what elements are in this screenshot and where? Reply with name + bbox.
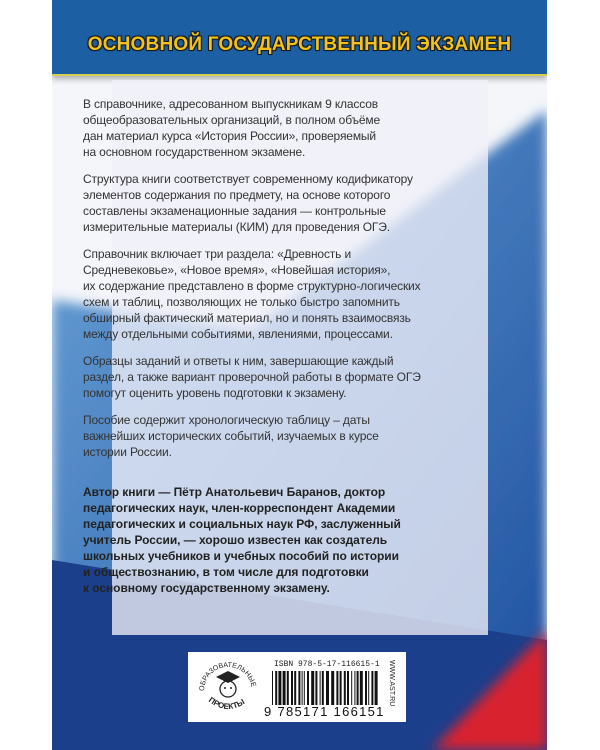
text-line: педагогических наук, член-корреспондент Академии — [83, 501, 396, 515]
barcode-bar — [375, 671, 378, 705]
text-line: школьных учебников и учебных пособий по истории — [83, 549, 399, 563]
author-bio — [83, 484, 463, 596]
text-line: и обществознанию, в том числе для подготовки — [83, 565, 369, 579]
text-line: Справочник включает три раздела: «Древность и — [83, 247, 351, 261]
barcode-bar — [368, 671, 369, 705]
text-line: на основном государственном экзамене. — [83, 145, 306, 159]
text-line: Образцы заданий и ответы к ним, завершающие каждый — [83, 354, 394, 368]
barcode-number: 9 785171 166151 — [264, 704, 385, 719]
barcode-bar — [322, 671, 324, 705]
barcode-bar — [354, 671, 355, 705]
barcode-bar — [344, 671, 346, 705]
paragraph-4 — [83, 353, 463, 401]
text-line: Средневековье», «Новое время», «Новейшая история», — [83, 263, 391, 277]
logo-text-top: ОБРАЗОВАТЕЛЬНЫЕ — [198, 661, 257, 692]
isbn-text: ISBN 978-5-17-116615-1 — [274, 660, 380, 669]
paragraph-1 — [83, 96, 463, 160]
svg-text:ПРОЕКТЫ — [207, 695, 246, 711]
barcode — [272, 671, 380, 705]
text-line: измерительные материалы (КИМ) для проведения ОГЭ. — [83, 220, 390, 234]
paragraph-3 — [83, 246, 463, 342]
barcode-bar — [365, 671, 367, 705]
text-line: к основному государственному экзамену. — [83, 581, 330, 595]
text-line: их содержание представлено в форме структурно-логических — [83, 279, 421, 293]
barcode-bar — [278, 671, 281, 705]
barcode-bar — [331, 671, 334, 705]
text-line: В справочнике, адресованном выпускникам 9 классов — [83, 97, 379, 111]
text-line: обширный фактический материал, но и понять взаимосвязь — [83, 311, 411, 325]
barcode-bar — [307, 671, 309, 705]
text-line: Структура книги соответствует современному кодификатору — [83, 172, 413, 186]
cat-face-icon — [220, 681, 236, 697]
text-line: истории России. — [83, 445, 172, 459]
text-line: педагогических и социальных наук РФ, заслуженный — [83, 517, 401, 531]
barcode-bar — [371, 671, 373, 705]
barcode-bar — [336, 671, 338, 705]
barcode-bar — [351, 671, 352, 705]
text-line: дан материал курса «История России», проверяемый — [83, 129, 376, 143]
text-line: схем и таблиц, позволяющих не только быстро запомнить — [83, 295, 400, 309]
barcode-bar — [340, 671, 342, 705]
banner-title: ОСНОВНОЙ ГОСУДАРСТВЕННЫЙ ЭКЗАМЕН — [87, 34, 512, 55]
text-line: учитель России, — хорошо известен как создатель — [83, 533, 388, 547]
barcode-bar — [272, 671, 273, 705]
text-line: раздел, а также вариант проверочной работы в формате ОГЭ — [83, 370, 421, 384]
text-line: элементов содержания по предмету, на основе которого — [83, 188, 391, 202]
barcode-bar — [315, 671, 317, 705]
barcode-bar — [357, 671, 359, 705]
isbn-label — [188, 652, 406, 722]
text-line: важнейших исторических событий, изучаемых в курсе — [83, 429, 379, 443]
text-line: помогут оценить уровень подготовки к экзамену. — [83, 386, 347, 400]
barcode-bar — [347, 671, 349, 705]
exam-banner — [52, 0, 547, 76]
text-line: Пособие содержит хронологическую таблицу – даты — [83, 413, 370, 427]
publisher-logo — [196, 655, 260, 719]
paragraph-5 — [83, 412, 463, 460]
barcode-bar — [304, 671, 305, 705]
text-line: общеобразовательных организаций, в полном объёме — [83, 113, 381, 127]
barcode-bar — [275, 671, 277, 705]
text-line: Автор книги — Пётр Анатольевич Баранов, доктор — [83, 485, 386, 499]
publisher-url: WWW.AST.RU — [388, 660, 395, 707]
paragraph-2 — [83, 171, 463, 235]
barcode-bar — [291, 671, 293, 705]
barcode-bar — [326, 671, 329, 705]
barcode-bar — [311, 671, 314, 705]
barcode-bar — [283, 671, 286, 705]
barcode-bar — [320, 671, 321, 705]
barcode-bar — [294, 671, 296, 705]
barcode-bar — [360, 671, 363, 705]
barcode-bar — [302, 671, 303, 705]
text-line: между отдельными событиями, явлениями, процессами. — [83, 327, 393, 341]
text-line: составлены экзаменационные задания — контрольные — [83, 204, 386, 218]
logo-text-bottom: ПРОЕКТЫ — [206, 695, 247, 712]
barcode-bar — [287, 671, 289, 705]
description-text — [83, 96, 463, 607]
barcode-bar — [298, 671, 300, 705]
